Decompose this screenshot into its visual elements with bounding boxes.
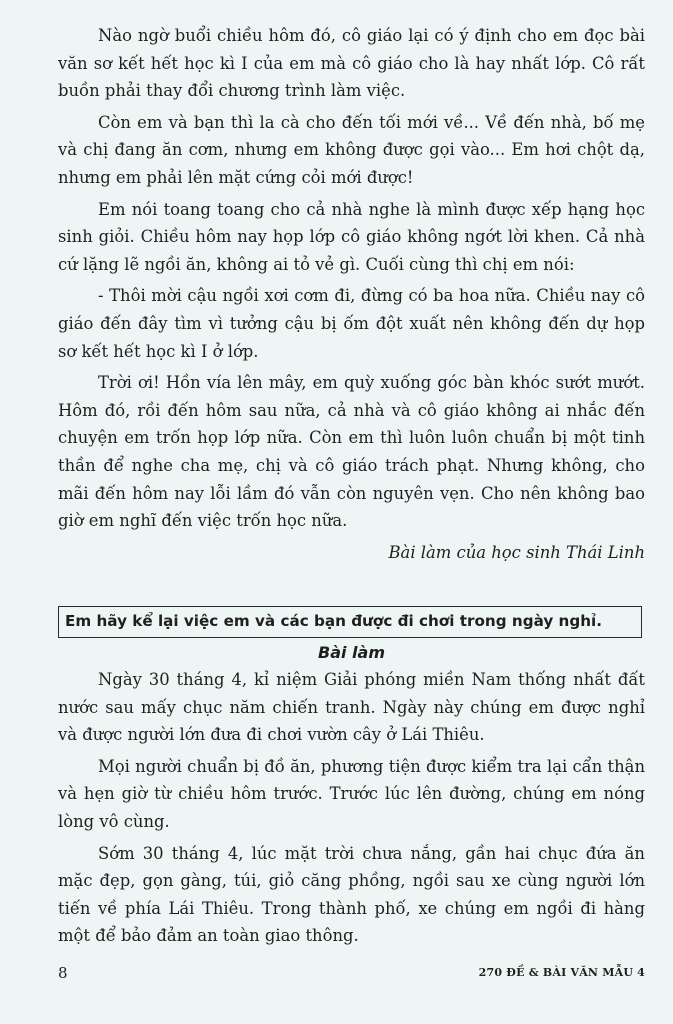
essay-section <box>58 666 645 954</box>
story-paragraph-2: Còn em và bạn thì la cà cho đến tối mới về... Về đến nhà, bố mẹ và chị đang ăn cơm, nhưng em không được gọi vào... Em hơi chột dạ, nhưng em phải lên mặt cứng cỏi mới được! <box>58 112 645 187</box>
essay-paragraph-2: Mọi người chuẩn bị đồ ăn, phương tiện được kiểm tra lại cẩn thận và hẹn giờ từ chiều hôm trước. Trước lúc lên đường, chúng em nóng lòng vô cùng. <box>58 756 645 831</box>
essay-paragraph-3: Sớm 30 tháng 4, lúc mặt trời chưa nắng, gần hai chục đứa ăn mặc đẹp, gọn gàng, túi, giỏ căng phồng, ngồi sau xe cùng người lớn tiến về phía Lái Thiêu. Trong thành phố, xe chúng em ngồi đi hàng một để bảo đảm an toàn giao thông. <box>58 843 645 946</box>
story-paragraph-5: Trời ơi! Hồn vía lên mây, em quỳ xuống góc bàn khóc sướt mướt. Hôm đó, rồi đến hôm sau nữa, cả nhà và cô giáo không ai nhắc đến chuyện em trốn họp lớp nữa. Còn em thì luôn luôn chuẩn bị một tinh thần để nghe cha mẹ, chị và cô giáo trách phạt. Nhưng không, cho mãi đến hôm nay lỗi lầm đó vẫn còn nguyên vẹn. Cho nên không bao giờ em nghĩ đến việc trốn học nữa. <box>58 373 645 531</box>
author-signature: Bài làm của học sinh Thái Linh <box>388 542 645 562</box>
essay-heading: Bài làm <box>318 643 385 662</box>
story-section <box>58 22 645 566</box>
page-footer <box>58 964 645 984</box>
essay-paragraph-1: Ngày 30 tháng 4, kỉ niệm Giải phóng miền Nam thống nhất đất nước sau mấy chục năm chiến tranh. Ngày này chúng em được nghỉ và được người lớn đưa đi chơi vườn cây ở Lái Thiêu. <box>58 670 645 745</box>
story-paragraph-4: - Thôi mời cậu ngồi xơi cơm đi, đừng có ba hoa nữa. Chiều nay cô giáo đến đây tìm vì tưởng cậu bị ốm đột xuất nên không đến dự họp sơ kết hết học kì I ở lớp. <box>58 286 645 361</box>
page-number: 8 <box>58 964 68 982</box>
story-paragraph-1: Nào ngờ buổi chiều hôm đó, cô giáo lại có ý định cho em đọc bài văn sơ kết hết học kì I của em mà cô giáo cho là hay nhất lớp. Cô rất buồn phải thay đổi chương trình làm việc. <box>58 26 645 101</box>
essay-prompt-box: Em hãy kể lại việc em và các bạn được đi chơi trong ngày nghỉ. <box>58 606 642 638</box>
book-running-title: 270 ĐỀ & BÀI VĂN MẪU 4 <box>478 966 645 979</box>
story-paragraph-3: Em nói toang toang cho cả nhà nghe là mình được xếp hạng học sinh giỏi. Chiều hôm nay họp lớp cô giáo không ngớt lời khen. Cả nhà cứ lặng lẽ ngồi ăn, không ai tỏ vẻ gì. Cuối cùng thì chị em nói: <box>58 199 645 274</box>
